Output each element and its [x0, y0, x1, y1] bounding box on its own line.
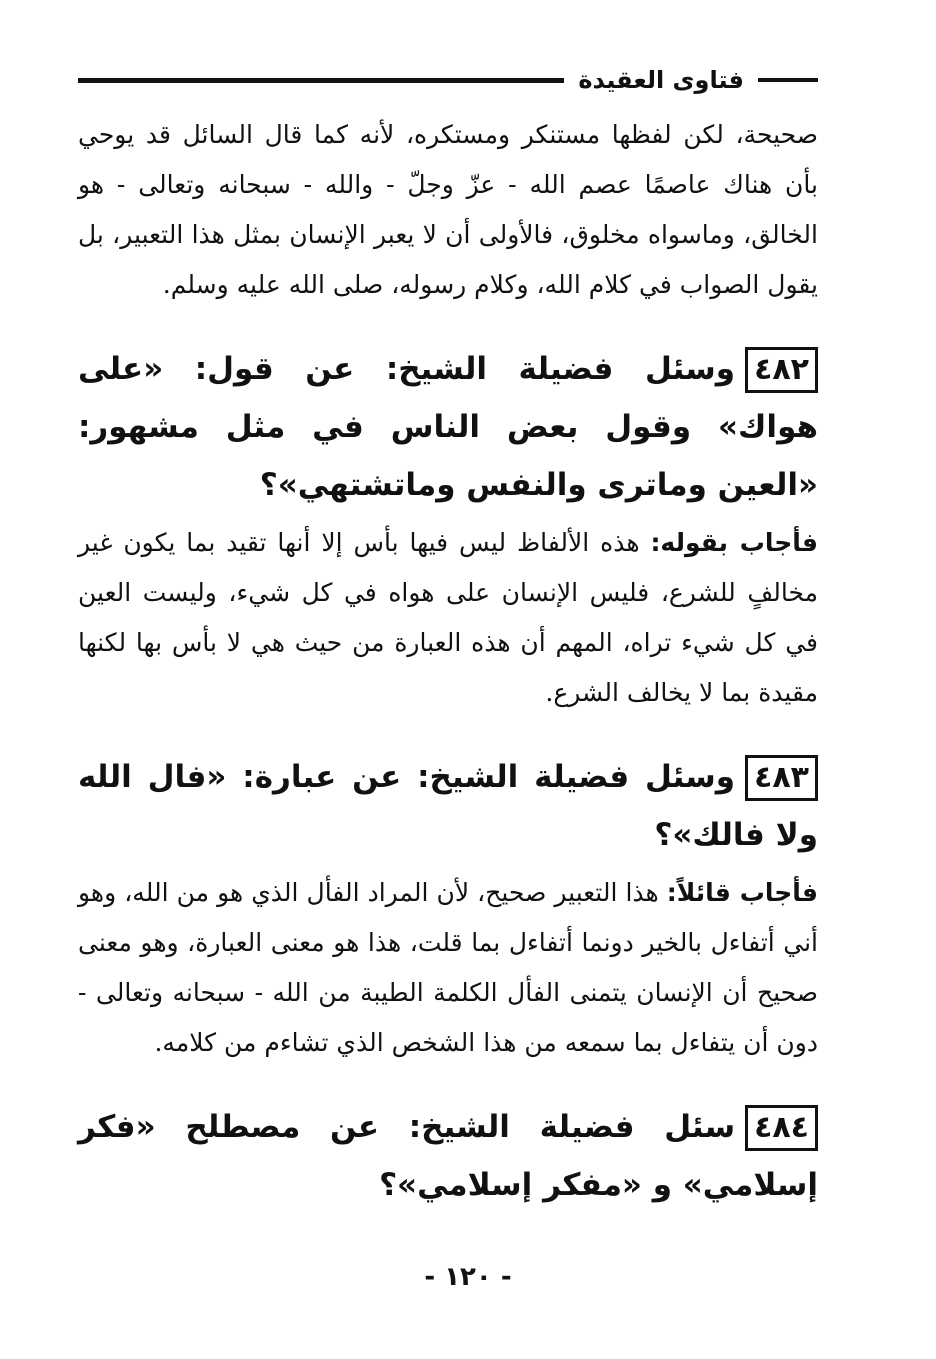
- question-heading: [78, 340, 818, 514]
- question-text: وسئل فضيلة الشيخ: عن عبارة: «فال الله ولا فالك»؟: [78, 759, 818, 853]
- fatwa-483: [78, 748, 818, 1068]
- intro-paragraph: صحيحة، لكن لفظها مستنكر ومستكره، لأنه كما قال السائل قد يوحي بأن هناك عاصمًا عصم الله - عزّ وجلّ - والله - سبحانه وتعالى - هو الخالق، وماسواه مخلوق، فالأولى أن لا يعبر الإنسان بمثل هذا التعبير، بل يقول الصواب في كلام الله، وكلام رسوله، صلى الله عليه وسلم.: [78, 120, 818, 299]
- question-heading: [78, 1098, 818, 1214]
- fatwa-482: [78, 340, 818, 718]
- question-number: ٤٨٣: [745, 755, 818, 801]
- page-number: - ١٢٠ -: [424, 1262, 512, 1292]
- page-content: [78, 110, 818, 1214]
- running-header: [78, 60, 818, 100]
- answer-text: هذا التعبير صحيح، لأن المراد الفأل الذي هو من الله، وهو أني أتفاءل بالخير دونما أتفاءل بما قلت، هذا هو معنى العبارة، وهو معنى صحيح أن الإنسان يتمنى الفأل الكلمة الطيبة من الله - سبحانه وتعالى - دون أن يتفاءل بما سمعه من هذا الشخص الذي تشاءم من كلامه.: [78, 878, 818, 1057]
- header-rule-long: [78, 78, 564, 83]
- question-text: وسئل فضيلة الشيخ: عن قول: «على هواك» وقول بعض الناس في مثل مشهور: «العين وماترى والنفس وماتشتهي»؟: [78, 351, 818, 503]
- header-rule-short: [758, 78, 818, 82]
- question-number: ٤٨٢: [745, 347, 818, 393]
- question-number: ٤٨٤: [745, 1105, 818, 1151]
- answer-paragraph: [78, 868, 818, 1068]
- book-title: فتاوى العقيدة: [578, 66, 744, 94]
- answer-paragraph: [78, 518, 818, 718]
- answer-lead: فأجاب قائلاً:: [666, 878, 818, 907]
- question-text: سئل فضيلة الشيخ: عن مصطلح «فكر إسلامي» و «مفكر إسلامي»؟: [78, 1109, 818, 1203]
- answer-lead: فأجاب بقوله:: [650, 528, 818, 557]
- fatwa-484: [78, 1098, 818, 1214]
- question-heading: [78, 748, 818, 864]
- answer-text: هذه الألفاظ ليس فيها بأس إلا أنها تقيد بما يكون غير مخالفٍ للشرع، فليس الإنسان على هواه في كل شيء، وليست العين في كل شيء تراه، المهم أن هذه العبارة من حيث هي لا بأس بها لكنها مقيدة بما لا يخالف الشرع.: [78, 528, 818, 707]
